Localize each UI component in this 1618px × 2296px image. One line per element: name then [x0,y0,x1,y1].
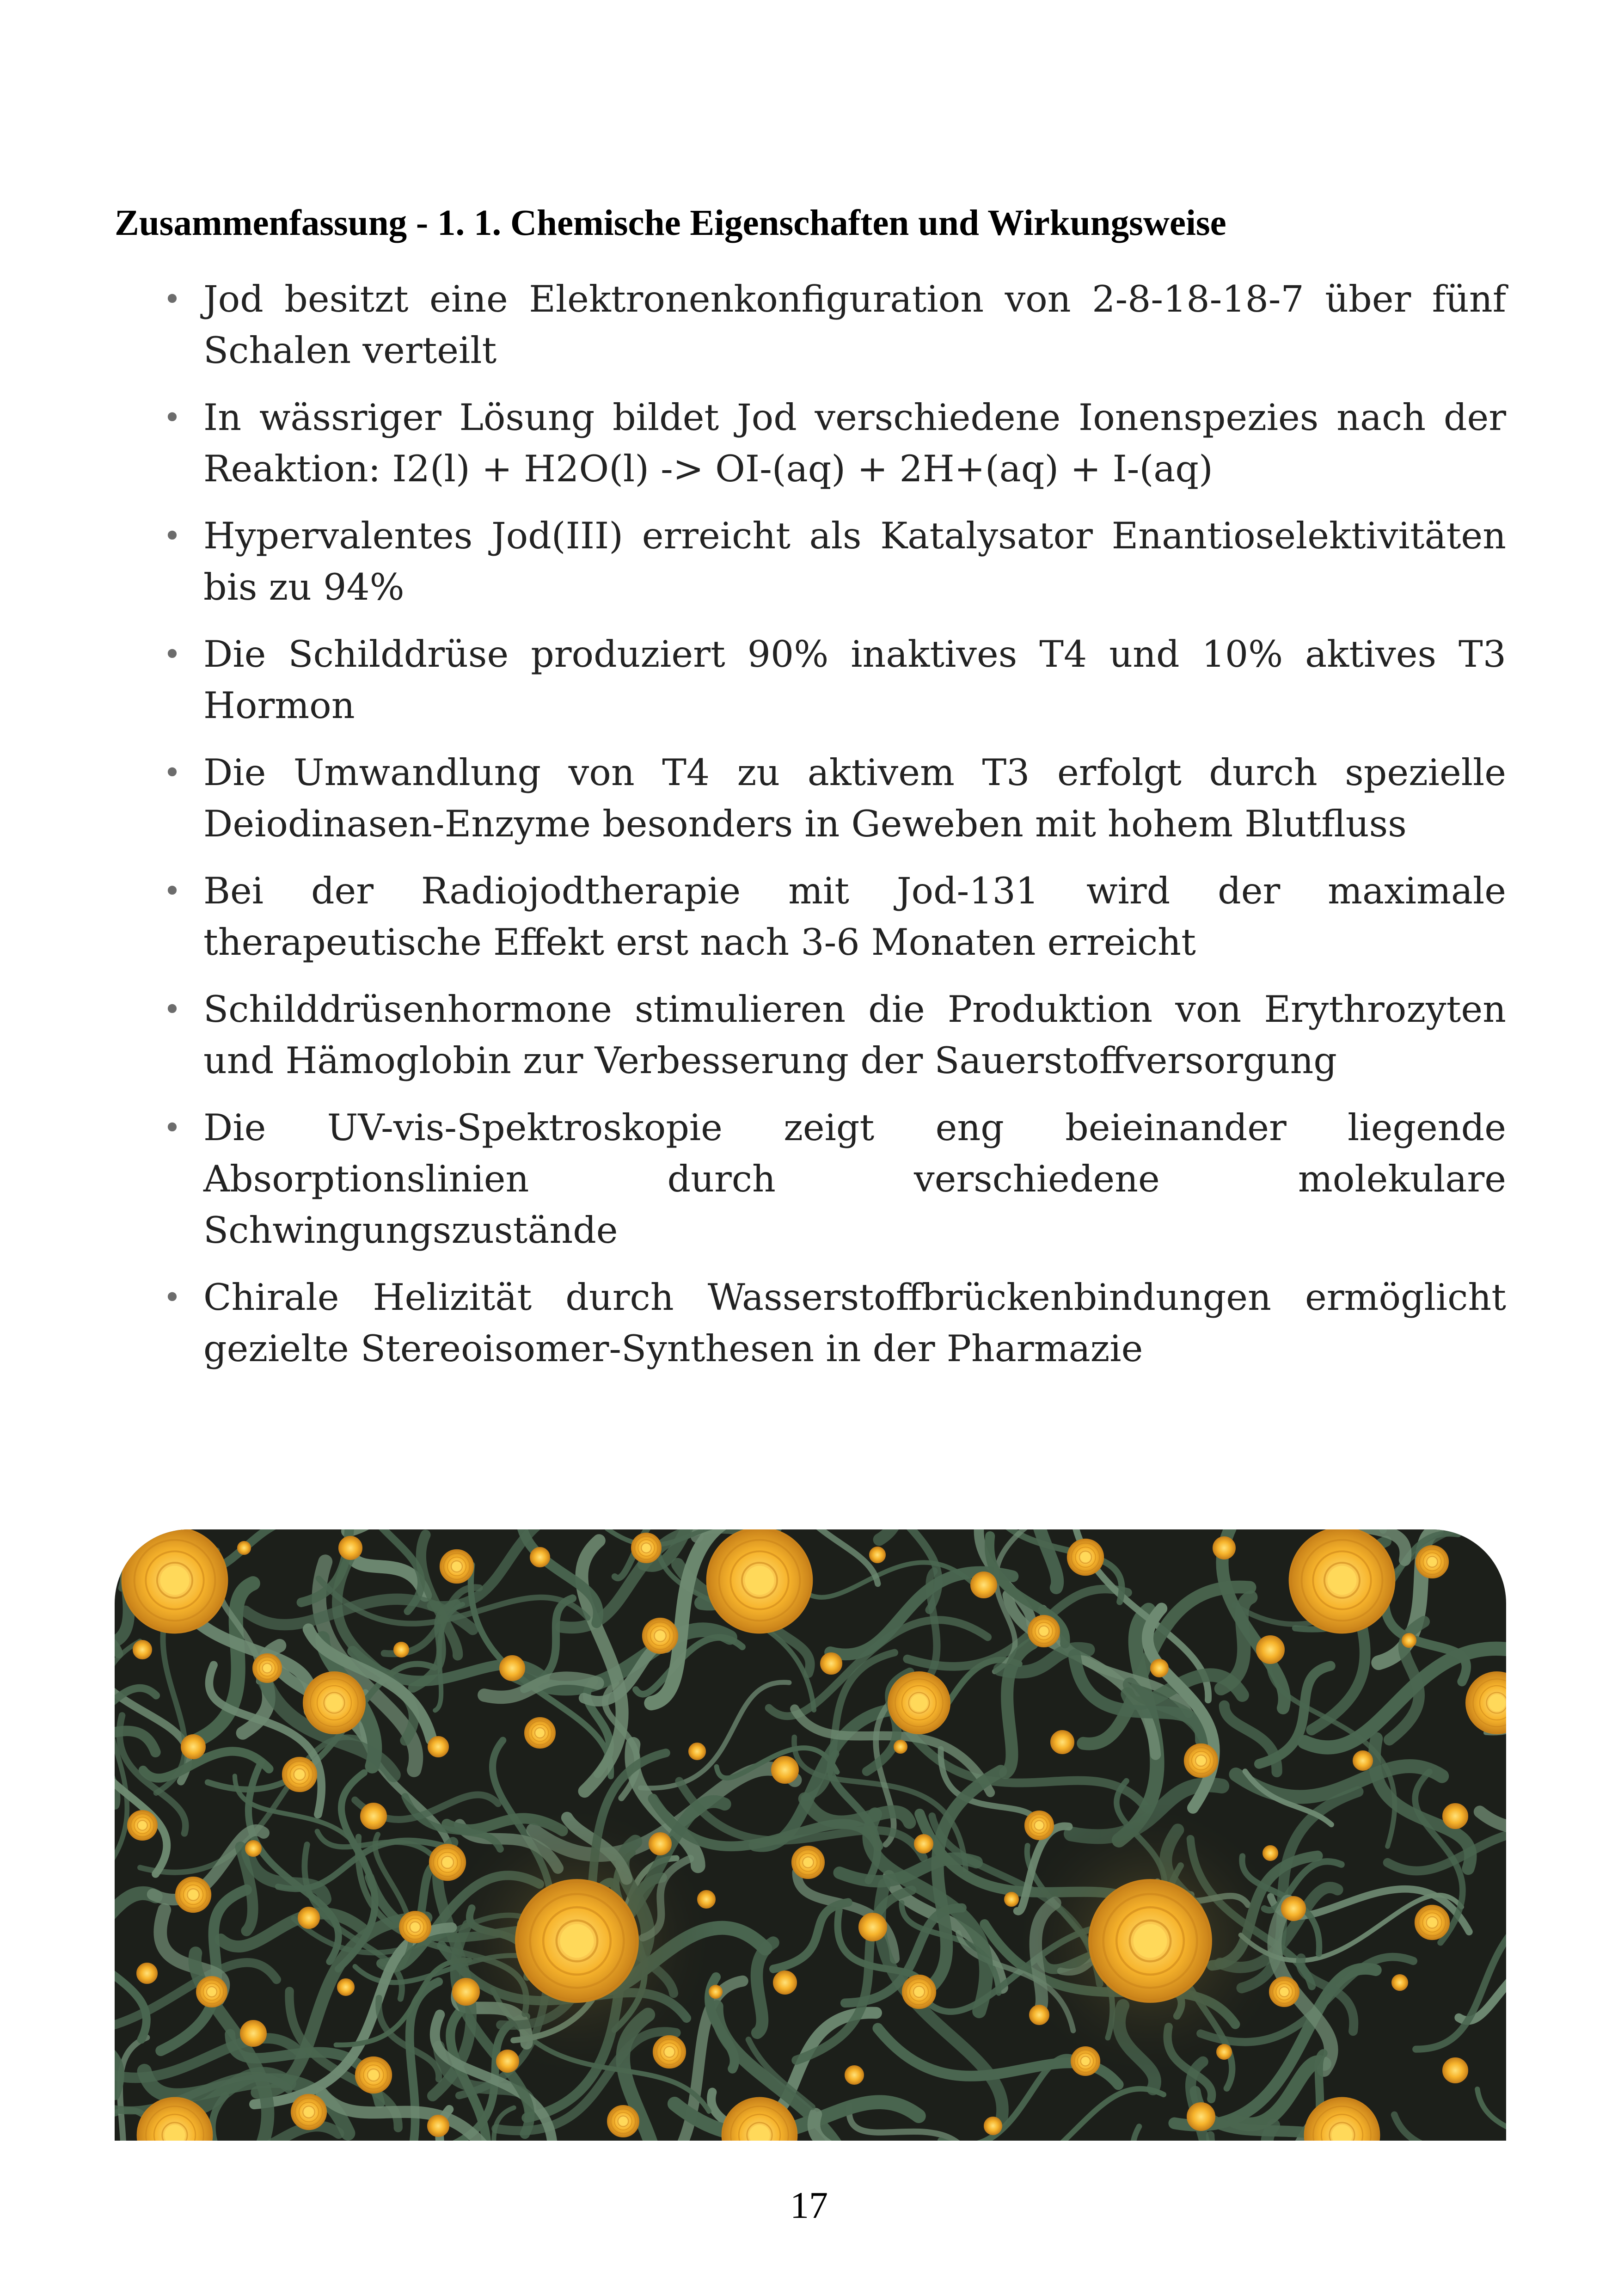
page-number: 17 [790,2184,828,2226]
glowing-orb [821,1653,842,1674]
glowing-orb [238,1541,251,1554]
glowing-orb [291,2094,326,2130]
summary-bullet-list [115,274,1506,1390]
glowing-orb [361,1803,386,1829]
glowing-orb [1051,1731,1074,1754]
bullet-text: Hypervalentes Jod(III) erreicht als Katalysator Enantioselektivitäten bis zu 94% [203,515,1506,608]
bullet-item [115,274,1506,376]
glowing-orb [337,1979,354,1995]
glowing-orb [133,1640,152,1659]
bullet-text: Bei der Radiojodtherapie mit Jod-131 wird der maximale therapeutische Effekt erst nach 3-6 Monaten erreicht [203,870,1506,964]
glowing-orb [453,1978,479,2005]
glowing-orb [1184,1744,1218,1777]
glowing-orb [1392,1975,1408,1990]
glowing-orb [253,1654,282,1682]
glowing-orb [339,1536,362,1559]
glowing-orb [517,1881,637,2001]
glowing-orb [709,1985,722,1998]
glowing-orb [525,1718,555,1748]
glowing-orb [773,1971,797,1994]
glowing-orb [1416,1546,1448,1578]
glowing-orb [176,1877,211,1912]
glowing-orb [708,1529,811,1632]
bullet-text: Die Umwandlung von T4 zu aktivem T3 erfolgt durch spezielle Deiodinasen-Enzyme besonders in Geweben mit hohem Blutfluss [203,751,1506,845]
glowing-orb [530,1547,550,1567]
glowing-orb [845,2066,864,2084]
glowing-orb [984,2117,1002,2135]
glowing-orb [1402,1633,1416,1647]
glowing-orb [298,1907,319,1928]
glowing-orb [772,1756,798,1783]
glowing-orb [914,1835,933,1853]
glowing-orb [1005,1892,1018,1906]
glowing-orb [1353,1751,1373,1770]
glowing-orb [889,1672,950,1733]
glowing-orb [643,1618,678,1653]
glowing-orb [859,1913,887,1941]
glowing-orb [1256,1636,1284,1664]
bullet-item [115,866,1506,968]
glowing-orb [440,1550,473,1583]
glowing-orb [282,1757,317,1792]
glowing-orb [137,1963,157,1983]
glowing-orb [1030,2005,1049,2025]
glowing-orb [1281,1897,1305,1921]
bullet-marker: • [163,873,181,909]
glowing-orb [428,2115,449,2136]
glowing-orb [304,1672,365,1733]
glowing-orb [653,2036,686,2068]
glowing-orb [1090,1881,1210,2001]
glowing-orb [1025,1811,1054,1840]
glowing-orb [894,1740,907,1753]
glowing-orb [1217,2044,1232,2059]
section-heading: Zusammenfassung - 1. 1. Chemische Eigenschaften und Wirkungsweise [115,203,1226,243]
glowing-orb [240,2020,266,2046]
glowing-orb [355,2057,392,2093]
bullet-marker: • [163,755,181,791]
glowing-orb [394,1642,409,1657]
bullet-text: Die Schilddrüse produziert 90% inaktives T4 und 10% aktives T3 Hormon [203,633,1506,727]
bullet-marker: • [163,1280,181,1315]
glowing-orb [399,1911,431,1943]
glowing-orb [792,1846,824,1879]
glowing-orb [496,2050,519,2072]
bullet-item [115,392,1506,495]
glowing-orb [123,1529,227,1632]
bullet-text: Schilddrüsenhormone stimulieren die Produktion von Erythrozyten und Hämoglobin zur Verbesserung der Sauerstoffversorgung [203,988,1506,1082]
glowing-orb [1213,1537,1235,1559]
bullet-text: Chirale Helizität durch Wasserstoffbrückenbindungen ermöglicht gezielte Stereoisomer-Synthesen in der Pharmazie [203,1276,1506,1370]
bullet-item [115,1102,1506,1256]
bullet-marker: • [163,282,181,317]
glowing-orb [902,1975,936,2008]
bullet-marker: • [163,637,181,672]
glowing-orb [607,2106,639,2137]
glowing-orb [698,1891,715,1908]
glowing-orb [1415,1905,1449,1940]
glowing-orb [500,1656,525,1681]
bullet-marker: • [163,1110,181,1146]
glowing-orb [870,1547,885,1563]
bullet-item [115,1272,1506,1375]
decorative-illustration [115,1529,1506,2141]
glowing-orb [1263,1846,1278,1860]
glowing-orb [1028,1615,1060,1647]
glowing-orb [1067,1539,1103,1575]
glowing-orb [1151,1659,1168,1677]
bullet-item [115,629,1506,731]
glowing-orb [1071,2047,1100,2075]
glowing-orb [181,1735,205,1759]
glowing-orb [971,1572,997,1598]
glowing-orb [1443,2058,1468,2083]
bullet-item [115,510,1506,613]
glowing-orb [429,1844,466,1880]
glowing-orb [649,1833,671,1855]
glowing-orb [196,1977,227,2007]
bullet-text: In wässriger Lösung bildet Jod verschiedene Ionenspezies nach der Reaktion: I2(l) + H2O(l) -> OI-(aq) + 2H+(aq) + I-(aq) [203,396,1506,490]
bullet-text: Jod besitzt eine Elektronenkonfiguration von 2-8-18-18-7 über fünf Schalen verteilt [203,278,1506,372]
glowing-orb [245,1841,261,1856]
glowing-orbs-pattern-image [115,1529,1506,2141]
glowing-orb [1290,1529,1394,1632]
glowing-orb [1269,1977,1299,2007]
bullet-marker: • [163,992,181,1027]
bullet-marker: • [163,400,181,436]
glowing-orb [428,1737,448,1757]
glowing-orb [1187,2103,1215,2130]
bullet-item [115,747,1506,850]
bullet-text: Die UV-vis-Spektroskopie zeigt eng beieinander liegende Absorptionslinien durch verschiedene molekulare Schwingungszustände [203,1106,1506,1252]
glowing-orb [1443,1804,1468,1829]
bullet-item [115,984,1506,1087]
glowing-orb [689,1743,705,1760]
glowing-orb [128,1811,157,1840]
glowing-orb [631,1533,661,1563]
bullet-marker: • [163,518,181,554]
